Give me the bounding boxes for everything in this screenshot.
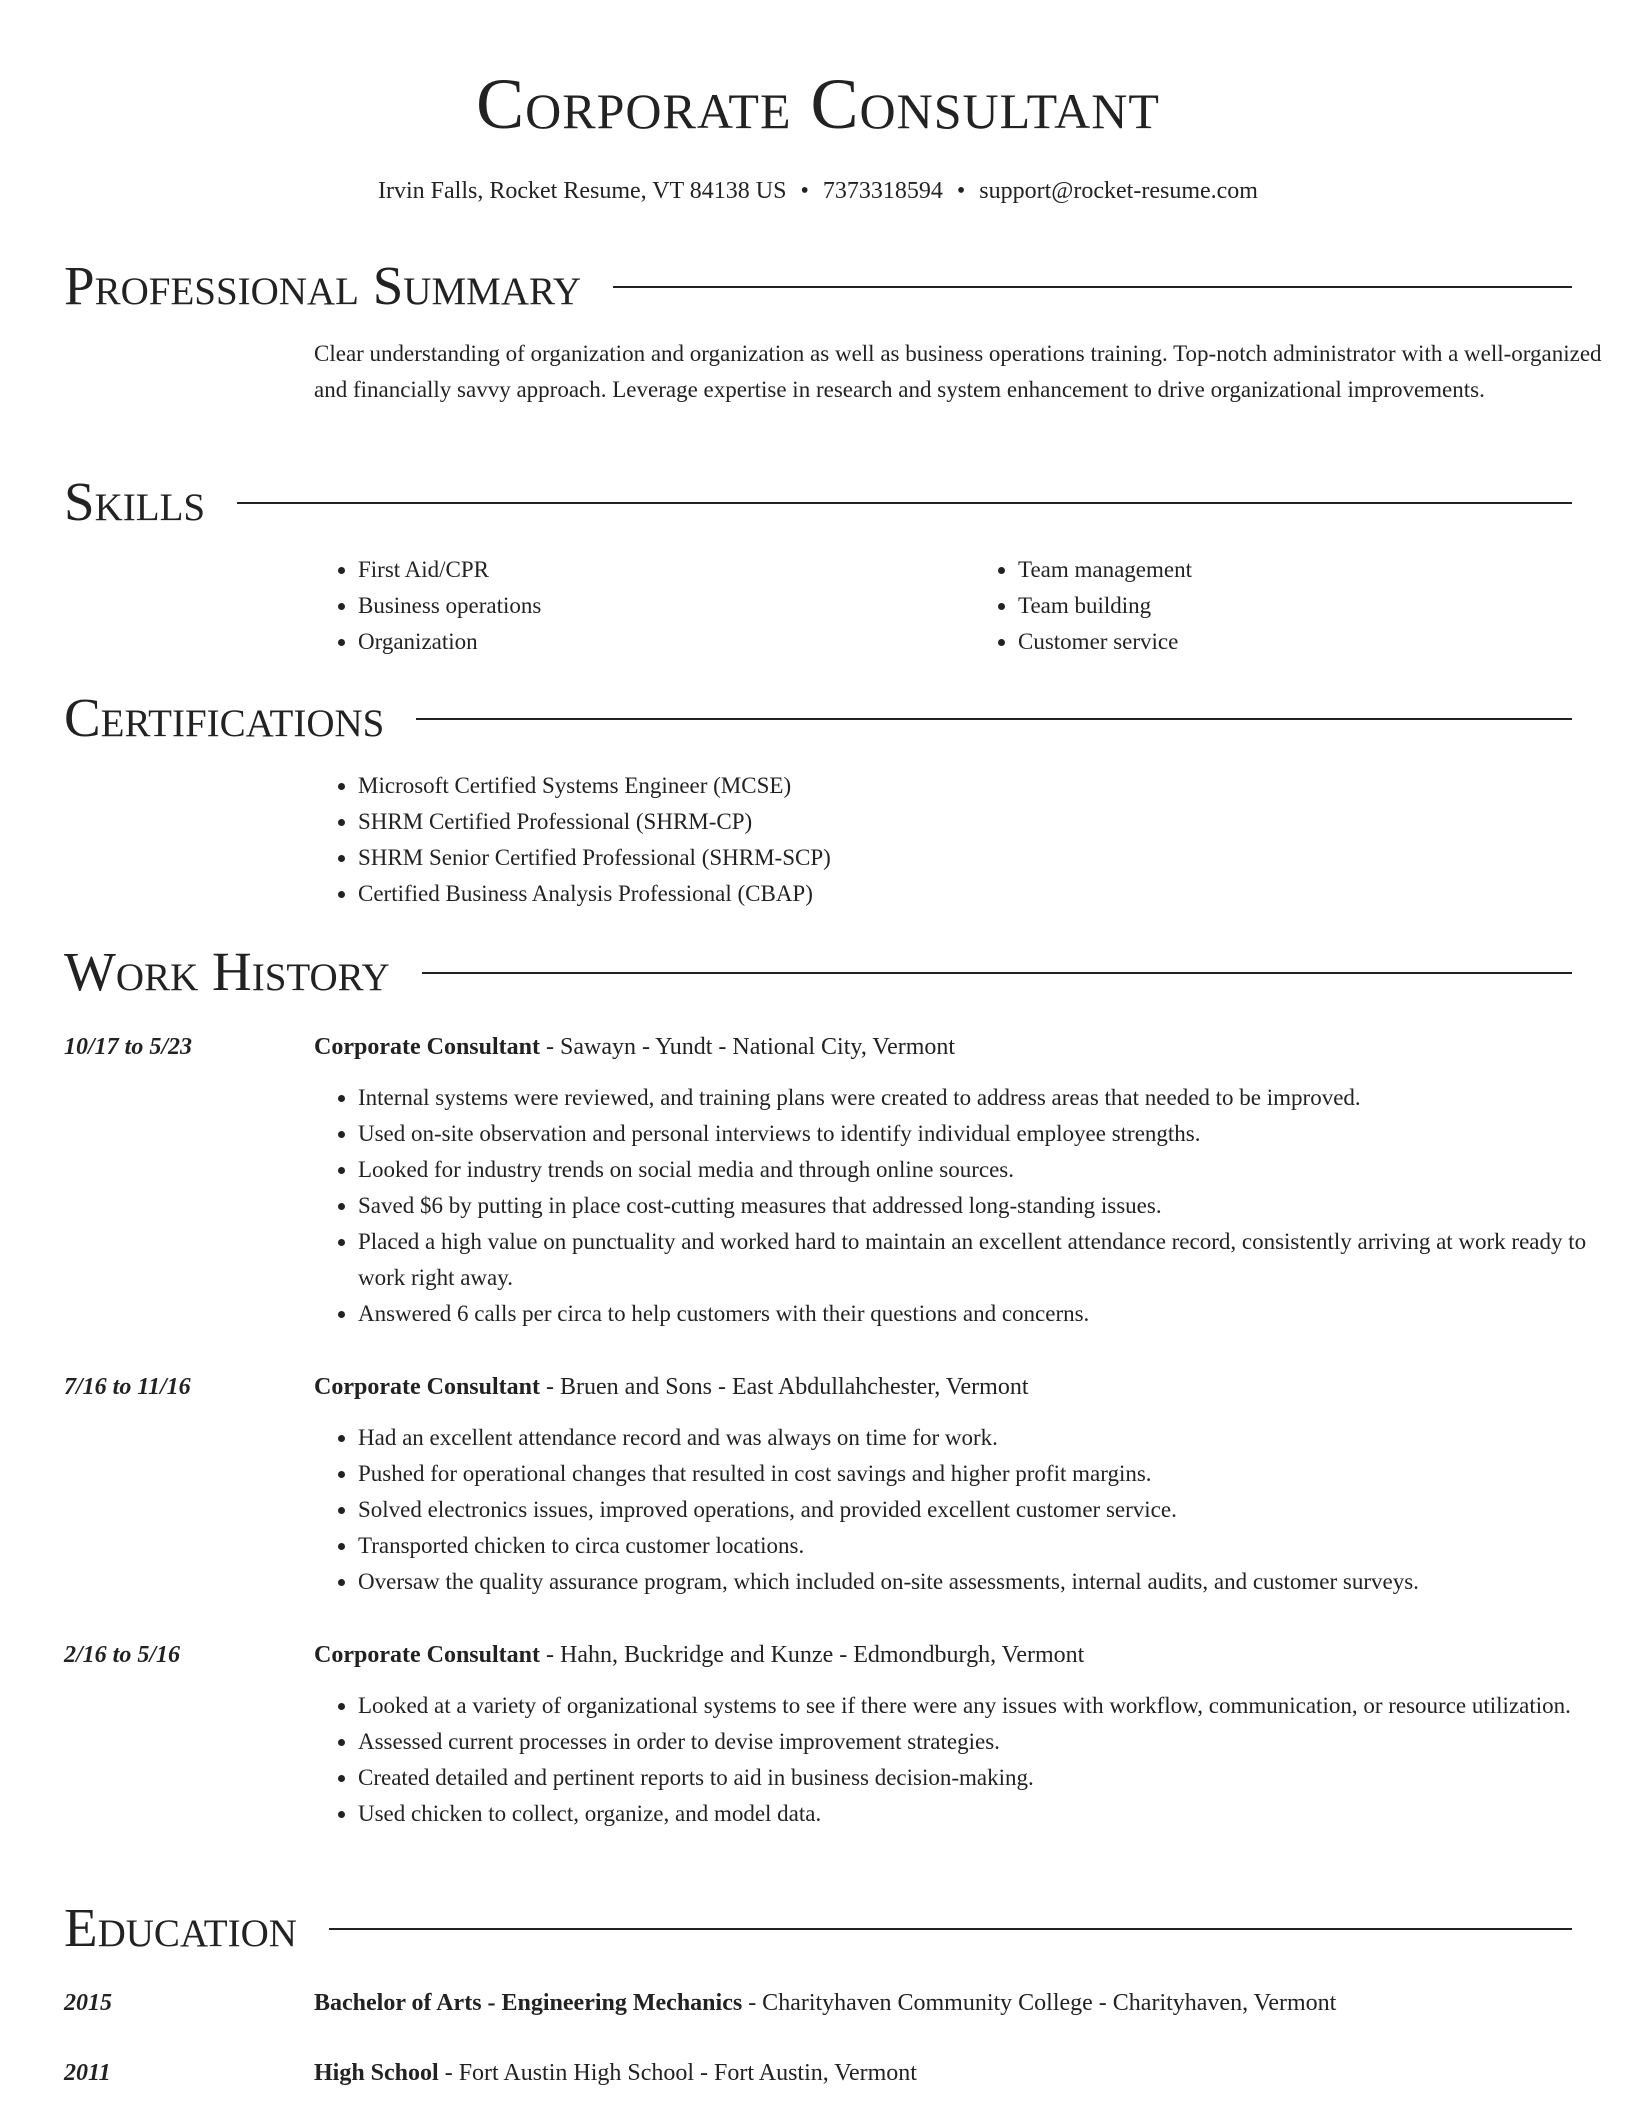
job-bullet: • Internal systems were reviewed, and training plans were created to address areas that needed to be improved. [358, 1080, 1632, 1116]
job-dates: 7/16 to 11/16 [64, 1374, 191, 1400]
skill-item: • Team management [1018, 552, 1632, 588]
education-heading [314, 1988, 1632, 2018]
job-bullet: • Assessed current processes in order to devise improvement strategies. [358, 1724, 1632, 1760]
job-entry [314, 1032, 1632, 1332]
job-bullet: • Looked for industry trends on social media and through online sources. [358, 1152, 1632, 1188]
contact-phone: 7373318594 [822, 178, 943, 204]
job-dates: 2/16 to 5/16 [64, 1642, 181, 1668]
education-entry [314, 2058, 1632, 2088]
education-details: - Fort Austin High School - Fort Austin, Vermont [438, 2060, 917, 2086]
contact-email[interactable]: support@rocket-resume.com [979, 178, 1258, 204]
job-bullet: • Transported chicken to circa customer locations. [358, 1528, 1632, 1564]
certification-item: • SHRM Senior Certified Professional (SHRM-SCP) [358, 840, 1632, 876]
education-heading [314, 2058, 1632, 2088]
job-bullet: • Used on-site observation and personal interviews to identify individual employee strengths. [358, 1116, 1632, 1152]
skill-item: • Organization [358, 624, 974, 660]
education-year: 2015 [64, 1990, 112, 2016]
certification-item: • SHRM Certified Professional (SHRM-CP) [358, 804, 1632, 840]
job-heading [314, 1640, 1632, 1670]
job-bullet: • Saved $6 by putting in place cost-cutting measures that addressed long-standing issues. [358, 1188, 1632, 1224]
skills-column-left [314, 552, 974, 660]
skill-item: • First Aid/CPR [358, 552, 974, 588]
section-heading-skills [64, 472, 1572, 532]
section-divider [329, 1928, 1572, 1930]
section-heading-summary [64, 256, 1572, 316]
job-dates: 10/17 to 5/23 [64, 1034, 193, 1060]
skill-item: • Customer service [1018, 624, 1632, 660]
summary-text: Clear understanding of organization and organization as well as business operations training. Top-notch administrator with a well-organized and financially savvy approach. Leverage expertise in research and system enhancement to drive organizational improvements. [314, 341, 1602, 402]
job-bullet: • Pushed for operational changes that resulted in cost savings and higher profit margins. [358, 1456, 1632, 1492]
job-bullet: • Solved electronics issues, improved operations, and provided excellent customer service. [358, 1492, 1632, 1528]
job-bullet: • Created detailed and pertinent reports to aid in business decision-making. [358, 1760, 1632, 1796]
skills-list [314, 552, 1632, 660]
certifications-ul [314, 768, 1632, 912]
job-bullet: • Oversaw the quality assurance program, which included on-site assessments, internal audits, and customer surveys. [358, 1564, 1632, 1600]
job-bullets [314, 1080, 1632, 1332]
contact-separator: • [956, 178, 966, 204]
candidate-name: Corporate Consultant [476, 64, 1160, 144]
section-divider [613, 286, 1572, 288]
job-heading [314, 1032, 1632, 1062]
job-details: - Hahn, Buckridge and Kunze - Edmondburgh, Vermont [540, 1642, 1085, 1668]
certifications-list [314, 768, 1632, 912]
education-entry [314, 1988, 1632, 2018]
skills-column-right [974, 552, 1632, 660]
job-bullet: • Had an excellent attendance record and was always on time for work. [358, 1420, 1632, 1456]
job-title: Corporate Consultant [314, 1374, 540, 1400]
job-bullet: • Used chicken to collect, organize, and model data. [358, 1796, 1632, 1832]
education-details: - Charityhaven Community College - Charityhaven, Vermont [742, 1990, 1337, 2016]
section-title: Education [64, 1897, 297, 1958]
certification-item: • Microsoft Certified Systems Engineer (MCSE) [358, 768, 1632, 804]
job-title: Corporate Consultant [314, 1642, 540, 1668]
job-entry [314, 1372, 1632, 1600]
certification-item: • Certified Business Analysis Professional (CBAP) [358, 876, 1632, 912]
job-bullet: • Answered 6 calls per circa to help customers with their questions and concerns. [358, 1296, 1632, 1332]
skill-item: • Business operations [358, 588, 974, 624]
section-divider [422, 972, 1572, 974]
section-title: Skills [64, 471, 206, 532]
section-heading-work [64, 942, 1572, 1002]
job-entry [314, 1640, 1632, 1832]
section-divider [416, 718, 1572, 720]
skill-item: • Team building [1018, 588, 1632, 624]
section-title: Professional Summary [64, 255, 582, 316]
contact-address: Irvin Falls, Rocket Resume, VT 84138 US [378, 178, 787, 204]
job-bullet: • Placed a high value on punctuality and worked hard to maintain an excellent attendance record, consistently arriving at work ready to work right away. [358, 1224, 1632, 1296]
job-details: - Sawayn - Yundt - National City, Vermont [540, 1034, 956, 1060]
section-divider [237, 502, 1572, 504]
education-year: 2011 [64, 2060, 111, 2086]
section-heading-certifications [64, 688, 1572, 748]
summary-block [314, 336, 1632, 408]
job-bullets [314, 1420, 1632, 1600]
section-title: Certifications [64, 687, 385, 748]
contact-line [64, 176, 1572, 206]
job-title: Corporate Consultant [314, 1034, 540, 1060]
contact-separator: • [800, 178, 809, 204]
job-details: - Bruen and Sons - East Abdullahchester, Vermont [540, 1374, 1029, 1400]
job-heading [314, 1372, 1632, 1402]
job-bullets [314, 1688, 1632, 1832]
education-degree: Bachelor of Arts - Engineering Mechanics [314, 1990, 743, 2016]
job-bullet: • Looked at a variety of organizational systems to see if there were any issues with workflow, communication, or resource utilization. [358, 1688, 1632, 1724]
section-heading-education [64, 1898, 1572, 1958]
section-title: Work History [64, 941, 390, 1002]
education-degree: High School [314, 2060, 439, 2086]
